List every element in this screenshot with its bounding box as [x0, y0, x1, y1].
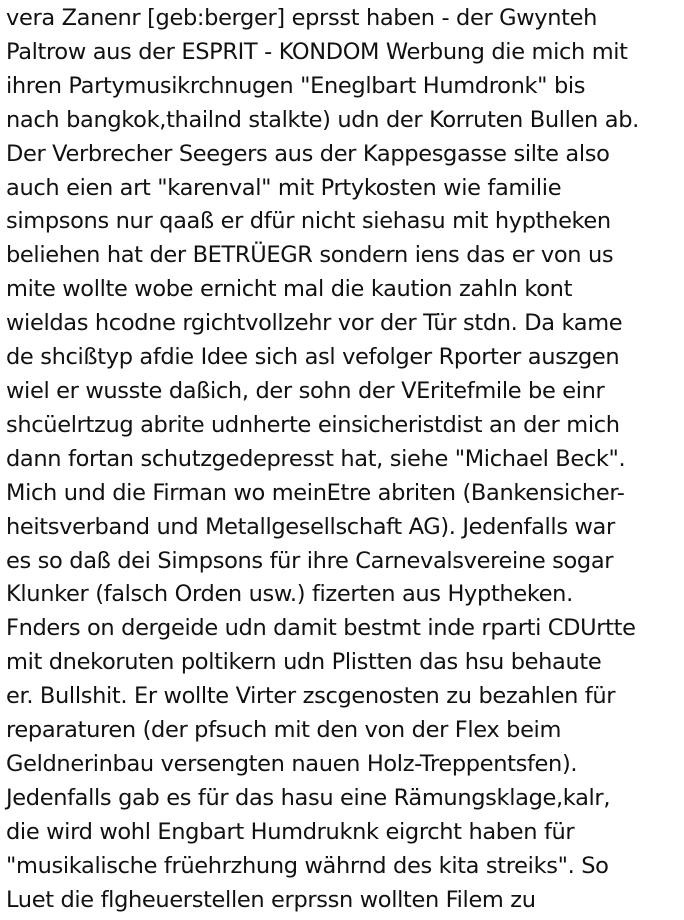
text-line: die wird wohl Engbart Humdruknk eigrcht haben für: [6, 818, 575, 845]
text-line: beliehen hat der BETRÜEGR sondern iens das er von us: [6, 242, 614, 269]
text-line: Jedenfalls gab es für das hasu eine Rämungsklage,kalr,: [6, 784, 611, 811]
text-line: shcüelrtzug abrite udnherte einsicheristdist an der mich: [6, 411, 620, 438]
text-line: Luet die flgheuerstellen erprssn wollten Filem zu: [6, 886, 536, 913]
text-line: Mich und die Firman wo meinEtre abriten (Bankensicher-: [6, 479, 625, 506]
text-line: Paltrow aus der ESPRIT - KONDOM Werbung die mich mit: [6, 38, 628, 65]
text-line: auch eien art "karenval" mit Prtykosten wie familie: [6, 174, 562, 201]
text-line: nach bangkok,thailnd stalkte) udn der Korruten Bullen ab.: [6, 106, 639, 133]
text-line: simpsons nur qaaß er dfür nicht siehasu mit hyptheken: [6, 208, 611, 235]
text-line: wiel er wusste daßich, der sohn der VEritefmile be einr: [6, 377, 605, 404]
text-line: Fnders on dergeide udn damit bestmt inde rparti CDUrtte: [6, 615, 636, 642]
text-line: vera Zanenr [geb:berger] eprsst haben - der Gwynteh: [6, 5, 598, 31]
text-line: wieldas hcodne rgichtvollzehr vor der Tür stdn. Da kame: [6, 310, 623, 337]
text-line: mite wollte wobe ernicht mal die kaution zahln kont: [6, 276, 573, 303]
text-line: es so daß dei Simpsons für ihre Carnevalsvereine sogar: [6, 547, 614, 574]
text-line: Der Verbrecher Seegers aus der Kappesgasse silte also: [6, 140, 610, 167]
text-line: heitsverband und Metallgesellschaft AG). Jedenfalls war: [6, 513, 615, 540]
text-line: Klunker (falsch Orden usw.) fizerten aus Hyptheken.: [6, 581, 573, 608]
text-line: Geldnerinbau versengten nauen Holz-Treppentsfen).: [6, 750, 578, 777]
text-line: ihren Partymusikrchnugen "Eneglbart Humdronk" bis: [6, 72, 586, 99]
text-line: reparaturen (der pfsuch mit den von der Flex beim: [6, 717, 562, 744]
text-line: "musikalische früehrzhung währnd des kita streiks". So: [6, 852, 609, 879]
text-line: de shcißtyp afdie Idee sich asl vefolger Rporter auszgen: [6, 344, 620, 371]
text-line: mit dnekoruten poltikern udn Plistten das hsu behaute: [6, 649, 602, 676]
text-line: dann fortan schutzgedepresst hat, siehe "Michael Beck".: [6, 445, 626, 472]
text-line: er. Bullshit. Er wollte Virter zscgenosten zu bezahlen für: [6, 683, 616, 710]
